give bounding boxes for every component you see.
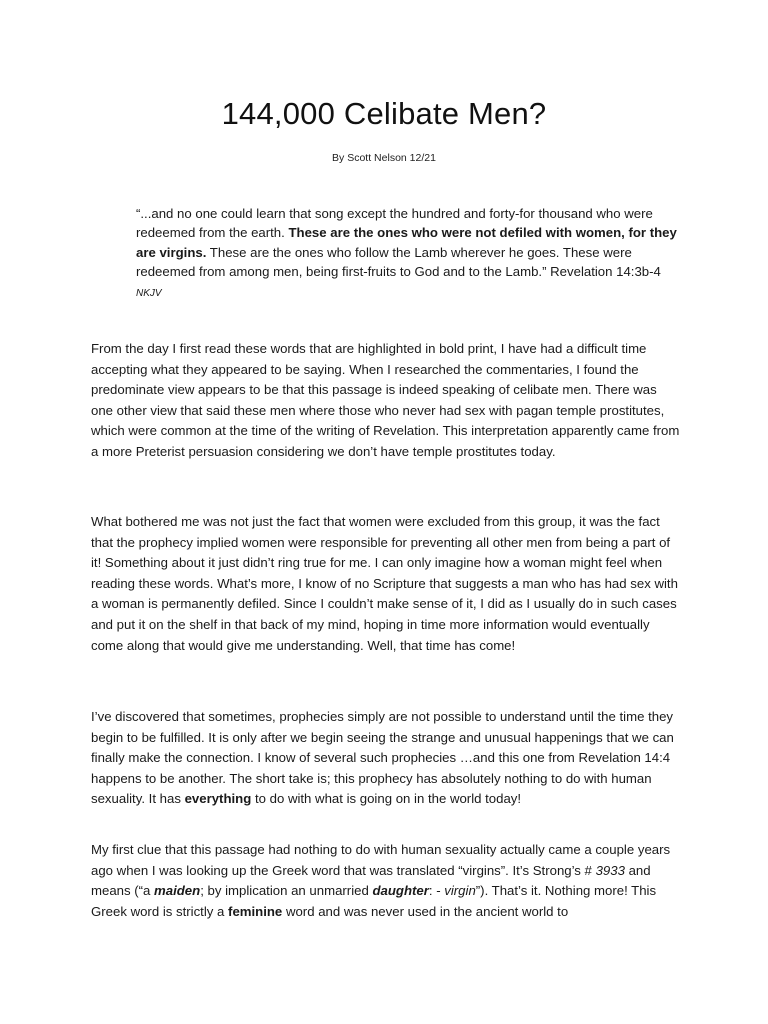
paragraph-3-text-1: I’ve discovered that sometimes, prophecies simply are not possible to understand until the time they begin to be fulfilled. It is only after we begin seeing the strange and unusual happenings that we can finally make the connection. I know of several such prophecies …and this one from Revelation 14:4 happens to be another. The short take is; this prophecy has absolutely nothing to do with human sexuality. It has (91, 709, 674, 807)
paragraph-3-text-2: to do with what is going on in the world today! (251, 791, 522, 807)
word-virgin: virgin (444, 883, 476, 899)
paragraph-4-text-5: ”). That’s it. Nothing more! This Greek word is strictly a (91, 883, 657, 919)
quote-text-2: These are the ones who follow the Lamb wherever he goes. These were redeemed from among men, being first-fruits to God and to the Lamb.” (136, 244, 632, 280)
quote-reference: Revelation 14:3b-4 (550, 264, 661, 280)
paragraph-4-text-1: My first clue that this passage had nothing to do with human sexuality actually came a couple years ago when I was looking up the Greek word that was translated “virgins”. It’s Strong’s # (91, 842, 671, 878)
paragraph-3 (91, 707, 681, 810)
paragraph-3-bold: everything (184, 791, 252, 807)
paragraph-4-text-6: word and was never used in the ancient world to (282, 903, 569, 919)
word-maiden: maiden (154, 883, 201, 899)
word-feminine: feminine (228, 903, 283, 919)
word-daughter: daughter (372, 883, 429, 899)
scripture-quote (136, 204, 681, 303)
strongs-number: 3933 (595, 862, 625, 878)
paragraph-4-text-3: ; by implication an unmarried (200, 883, 373, 899)
paragraph-2: What bothered me was not just the fact that women were excluded from this group, it was the fact that the prophecy implied women were responsible for preventing all other men from being a part of it! Something about it just didn’t ring true for me. I can only imagine how a woman might feel when reading these words. What’s more, I know of no Scripture that suggests a man who has had sex with a woman is permanently defiled. Since I couldn’t make sense of it, I did as I usually do in such cases and put it on the shelf in that back of my mind, hoping in time more information would eventually come along that would give me understanding. Well, that time has come! (91, 514, 678, 653)
quote-version: NKJV (136, 287, 162, 299)
quote-text-1: “...and no one could learn that song except the hundred and forty-for thousand who were redeemed from the earth. (136, 206, 653, 241)
byline: By Scott Nelson 12/21 (332, 152, 436, 164)
paragraph-4 (91, 840, 681, 922)
quote-bold-text: These are the ones who were not defiled with women, for they are virgins. (136, 225, 677, 260)
page-title: 144,000 Celibate Men? (221, 96, 547, 131)
paragraph-4-text-2: and means (“a (91, 862, 651, 899)
paragraph-4-text-4: : - (428, 883, 445, 899)
paragraph-1: From the day I first read these words that are highlighted in bold print, I have had a difficult time accepting what they appeared to be saying. When I researched the commentaries, I found the predominate view appears to be that this passage is indeed speaking of celibate men. There was one other view that said these men where those who never had sex with pagan temple prostitutes, which were common at the time of the writing of Revelation. This interpretation apparently came from a more Preterist persuasion considering we don’t have temple prostitutes today. (91, 341, 680, 459)
